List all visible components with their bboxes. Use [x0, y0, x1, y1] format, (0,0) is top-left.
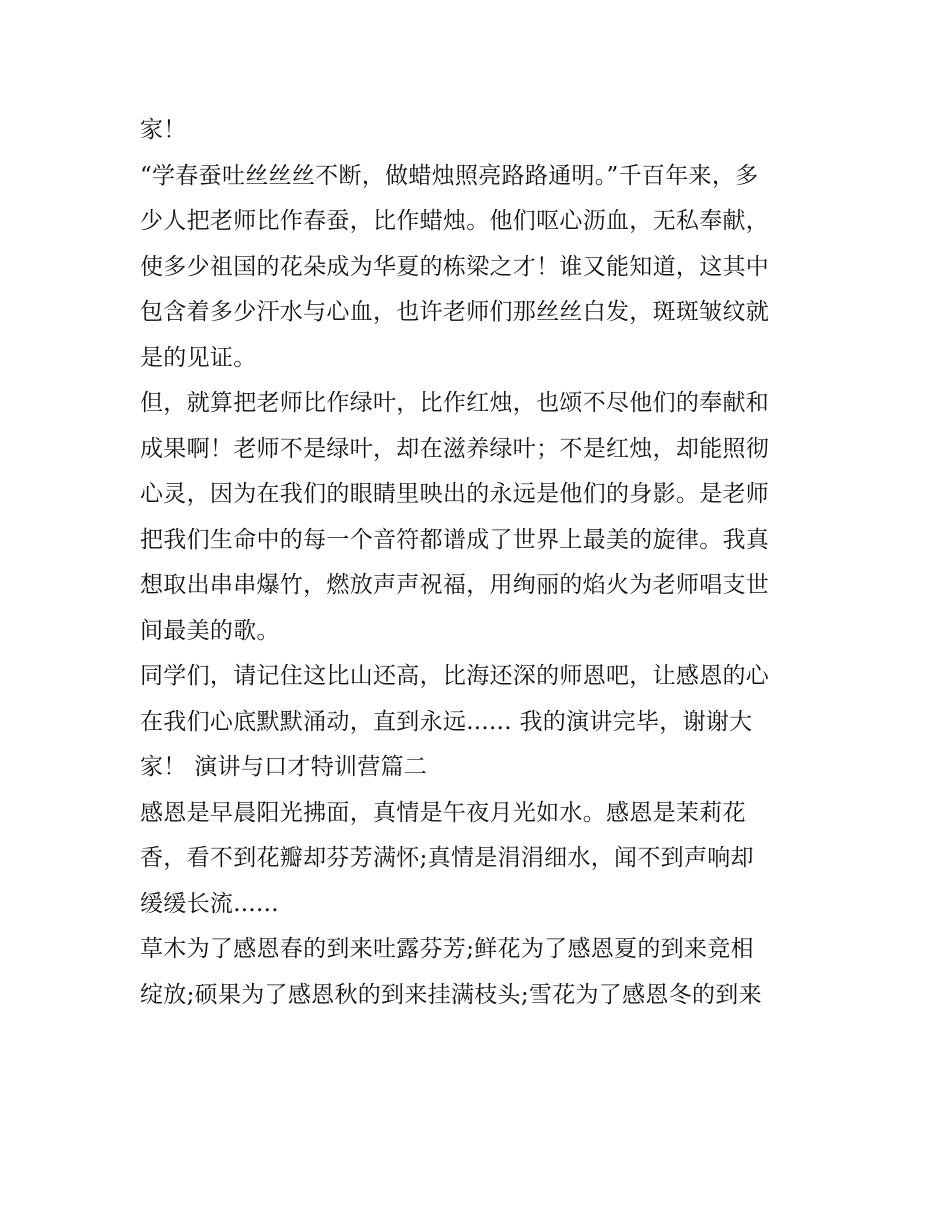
- text-line: 缓缓长流......: [140, 890, 279, 917]
- text-line: 同学们，请记住这比山还高，比海还深的师恩吧，让感恩的心: [140, 663, 770, 689]
- text-line: 感恩是早晨阳光拂面，真情是午夜月光如水。感恩是茉莉花: [140, 799, 746, 826]
- text-line: 想取出串串爆竹，燃放声声祝福，用绚丽的焰火为老师唱支世: [140, 572, 770, 598]
- text-line: 使多少祖国的花朵成为华夏的栋梁之才！谁又能知道，这其中: [140, 253, 770, 280]
- text-line: 间最美的歌。: [140, 617, 280, 644]
- text-line: 家！: [140, 117, 187, 143]
- text-line: 但，就算把老师比作绿叶，比作红烛，也颂不尽他们的奉献和: [140, 390, 770, 416]
- text-line: 家！ 演讲与口才特训营篇二: [140, 754, 428, 780]
- text-line: “学春蚕吐丝丝丝不断，做蜡烛照亮路路通明。”千百年来，多: [140, 162, 759, 189]
- text-line: 是的见证。: [140, 344, 257, 371]
- text-line: 包含着多少汗水与心血，也许老师们那丝丝白发，斑斑皱纹就: [140, 299, 770, 325]
- text-line: 在我们心底默默涌动，直到永远...... 我的演讲完毕，谢谢大: [140, 708, 753, 735]
- text-line: 香，看不到花瓣却芬芳满怀;真情是涓涓细水，闻不到声响却: [140, 845, 754, 871]
- document-body: [140, 108, 820, 1018]
- text-line: 草木为了感恩春的到来吐露芬芳;鲜花为了感恩夏的到来竞相: [140, 936, 754, 962]
- text-line: 少人把老师比作春蚕，比作蜡烛。他们呕心沥血，无私奉献，: [140, 208, 770, 234]
- text-line: 成果啊！老师不是绿叶，却在滋养绿叶；不是红烛，却能照彻: [140, 435, 770, 462]
- text-line: 绽放;硕果为了感恩秋的到来挂满枝头;雪花为了感恩冬的到来: [140, 981, 762, 1008]
- text-line: 心灵，因为在我们的眼睛里映出的永远是他们的身影。是老师: [140, 481, 770, 507]
- text-line: 把我们生命中的每一个音符都谱成了世界上最美的旋律。我真: [140, 526, 770, 553]
